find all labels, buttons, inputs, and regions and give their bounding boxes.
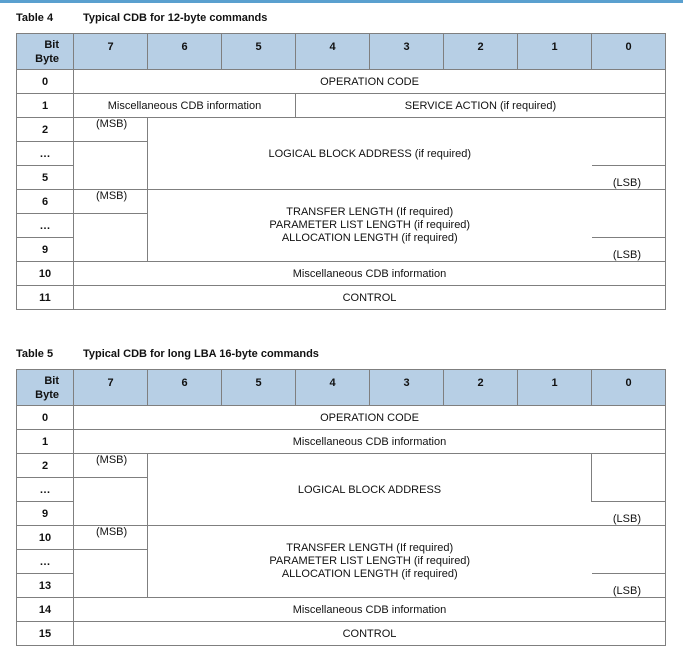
byte-number: 9 bbox=[17, 502, 74, 526]
table-row bbox=[17, 454, 666, 478]
table4-caption bbox=[16, 12, 267, 24]
empty-cell bbox=[74, 166, 148, 190]
transfer-length-label: TRANSFER LENGTH (If required) bbox=[286, 206, 454, 218]
byte-number: 10 bbox=[17, 262, 74, 286]
control-field: CONTROL bbox=[74, 286, 666, 310]
misc-cdb-info-field: Miscellaneous CDB information bbox=[74, 598, 666, 622]
table-row bbox=[17, 598, 666, 622]
byte-label: Byte bbox=[35, 389, 59, 401]
table-row bbox=[17, 262, 666, 286]
byte-number: … bbox=[17, 550, 74, 574]
empty-cell bbox=[74, 142, 148, 166]
empty-cell bbox=[592, 142, 666, 166]
table-row bbox=[17, 406, 666, 430]
service-action-field: SERVICE ACTION (if required) bbox=[296, 94, 666, 118]
operation-code-field: OPERATION CODE bbox=[74, 406, 666, 430]
table-row bbox=[17, 430, 666, 454]
table4-header-row bbox=[17, 34, 666, 70]
empty-cell bbox=[74, 478, 148, 502]
byte-number: … bbox=[17, 478, 74, 502]
byte-number: 11 bbox=[17, 286, 74, 310]
msb-marker: (MSB) bbox=[74, 454, 148, 478]
empty-cell bbox=[592, 454, 666, 478]
byte-number: 0 bbox=[17, 70, 74, 94]
top-rule bbox=[0, 0, 683, 3]
table-row bbox=[17, 286, 666, 310]
lsb-marker: (LSB) bbox=[592, 238, 666, 262]
empty-cell bbox=[74, 502, 148, 526]
parameter-list-length-label: PARAMETER LIST LENGTH (if required) bbox=[269, 555, 471, 567]
byte-number: 14 bbox=[17, 598, 74, 622]
byte-number: 1 bbox=[17, 94, 74, 118]
bit-0-header: 0 bbox=[592, 34, 666, 70]
lsb-marker: (LSB) bbox=[592, 166, 666, 190]
transfer-length-field bbox=[148, 526, 592, 598]
bit-5-header: 5 bbox=[222, 34, 296, 70]
byte-number: … bbox=[17, 214, 74, 238]
table-row bbox=[17, 622, 666, 646]
table5-title: Typical CDB for long LBA 16-byte commands bbox=[83, 348, 319, 360]
misc-cdb-info-field: Miscellaneous CDB information bbox=[74, 430, 666, 454]
empty-cell bbox=[592, 214, 666, 238]
empty-cell bbox=[592, 478, 666, 502]
table-row bbox=[17, 70, 666, 94]
control-field: CONTROL bbox=[74, 622, 666, 646]
misc-cdb-info-field: Miscellaneous CDB information bbox=[74, 262, 666, 286]
table4 bbox=[16, 33, 666, 310]
empty-cell bbox=[74, 214, 148, 238]
bit-4-header: 4 bbox=[296, 370, 370, 406]
table-row bbox=[17, 190, 666, 214]
transfer-length-label: TRANSFER LENGTH (If required) bbox=[286, 542, 454, 554]
table-row bbox=[17, 526, 666, 550]
empty-cell bbox=[592, 526, 666, 550]
bit-label: Bit bbox=[44, 375, 59, 387]
bit-5-header: 5 bbox=[222, 370, 296, 406]
table5-header-row bbox=[17, 370, 666, 406]
byte-number: 13 bbox=[17, 574, 74, 598]
table4-title: Typical CDB for 12-byte commands bbox=[83, 12, 268, 24]
table5-bit-byte-header bbox=[17, 370, 74, 406]
byte-number: 2 bbox=[17, 454, 74, 478]
msb-marker: (MSB) bbox=[74, 118, 148, 142]
bit-0-header: 0 bbox=[592, 370, 666, 406]
operation-code-field: OPERATION CODE bbox=[74, 70, 666, 94]
bit-6-header: 6 bbox=[148, 370, 222, 406]
msb-marker: (MSB) bbox=[74, 190, 148, 214]
logical-block-address-field: LOGICAL BLOCK ADDRESS (if required) bbox=[148, 118, 592, 190]
table4-number: Table 4 bbox=[16, 12, 54, 24]
bit-3-header: 3 bbox=[370, 370, 444, 406]
allocation-length-label: ALLOCATION LENGTH (if required) bbox=[281, 232, 458, 244]
empty-cell bbox=[592, 118, 666, 142]
empty-cell bbox=[74, 550, 148, 574]
byte-number: 0 bbox=[17, 406, 74, 430]
table5-caption bbox=[16, 348, 319, 360]
bit-7-header: 7 bbox=[74, 34, 148, 70]
misc-cdb-info-field: Miscellaneous CDB information bbox=[74, 94, 296, 118]
bit-2-header: 2 bbox=[444, 370, 518, 406]
bit-1-header: 1 bbox=[518, 370, 592, 406]
byte-number: 1 bbox=[17, 430, 74, 454]
lsb-marker: (LSB) bbox=[592, 574, 666, 598]
table5 bbox=[16, 369, 666, 646]
bit-3-header: 3 bbox=[370, 34, 444, 70]
bit-4-header: 4 bbox=[296, 34, 370, 70]
table5-number: Table 5 bbox=[16, 348, 54, 360]
parameter-list-length-label: PARAMETER LIST LENGTH (if required) bbox=[269, 219, 471, 231]
byte-number: 10 bbox=[17, 526, 74, 550]
byte-label: Byte bbox=[35, 53, 59, 65]
bit-2-header: 2 bbox=[444, 34, 518, 70]
table4-bit-byte-header bbox=[17, 34, 74, 70]
table-row bbox=[17, 94, 666, 118]
transfer-length-field bbox=[148, 190, 592, 262]
empty-cell bbox=[74, 238, 148, 262]
bit-1-header: 1 bbox=[518, 34, 592, 70]
byte-number: 9 bbox=[17, 238, 74, 262]
allocation-length-label: ALLOCATION LENGTH (if required) bbox=[281, 568, 458, 580]
bit-7-header: 7 bbox=[74, 370, 148, 406]
empty-cell bbox=[592, 550, 666, 574]
empty-cell bbox=[592, 190, 666, 214]
bit-label: Bit bbox=[44, 39, 59, 51]
logical-block-address-field: LOGICAL BLOCK ADDRESS bbox=[148, 454, 592, 526]
byte-number: 2 bbox=[17, 118, 74, 142]
byte-number: 6 bbox=[17, 190, 74, 214]
byte-number: 5 bbox=[17, 166, 74, 190]
lsb-marker: (LSB) bbox=[592, 502, 666, 526]
bit-6-header: 6 bbox=[148, 34, 222, 70]
byte-number: 15 bbox=[17, 622, 74, 646]
table-row bbox=[17, 118, 666, 142]
msb-marker: (MSB) bbox=[74, 526, 148, 550]
empty-cell bbox=[74, 574, 148, 598]
byte-number: … bbox=[17, 142, 74, 166]
